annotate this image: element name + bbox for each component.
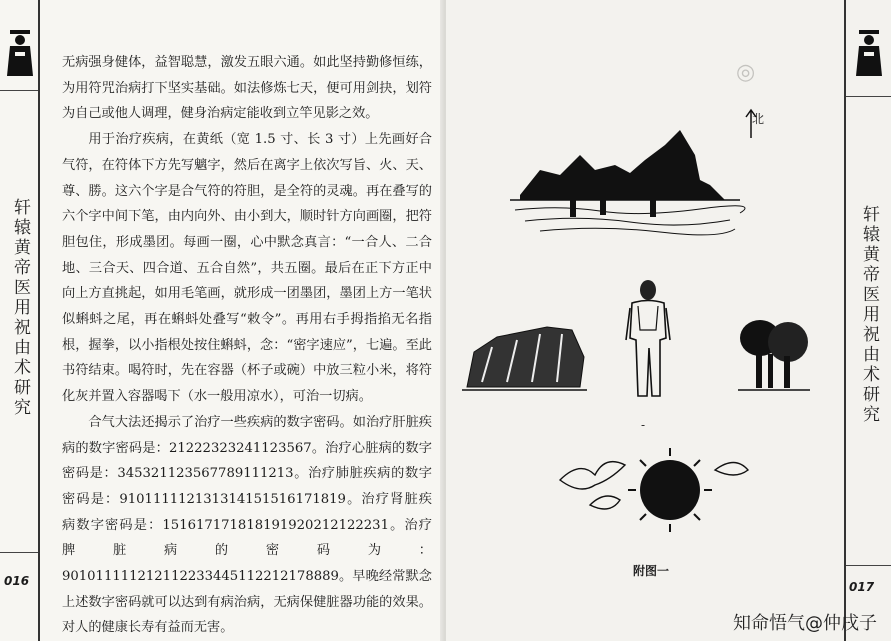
bleed-through-seal: ◎ — [736, 60, 756, 85]
left-body-text — [62, 50, 432, 641]
paragraph-3: 合气大法还揭示了治疗一些疾病的数字密码。如治疗肝脏疾病的数字密码是：21222323241123567。治疗心脏病的数字密码是：345321123567789111213。治疗肺脏疾病的数字密码是：910111112131314151516171819。治疗肾脏疾病数字密码是：151617171818191920212122231。治疗脾脏病的密码为：901011111212112233445112212178889。早晚经常默念上述数字密码就可以达到有病治病，无病保健脏器功能的效果。对人的健康长寿有益而无害。 — [62, 414, 432, 636]
emperor-figure-icon — [6, 28, 34, 78]
watermark-text: 知命悟气@仲戌子 — [733, 613, 877, 634]
figure-caption: 附图一 — [633, 564, 670, 578]
center-mark: - — [641, 418, 646, 432]
cliff-illustration — [462, 322, 590, 392]
emperor-figure-icon — [855, 28, 883, 78]
right-side-title: 轩辕黄帝医用祝由术研究 — [859, 205, 879, 425]
left-side-strip — [0, 0, 40, 641]
strip-divider-top — [0, 90, 38, 91]
left-side-title: 轩辕黄帝医用祝由术研究 — [10, 198, 30, 418]
sun-birds-illustration — [550, 440, 750, 552]
paragraph-2: 用于治疗疾病，在黄纸（宽 1.5 寸、长 3 寸）上先画好合气符，在符体下方先写魑字，然后在离字上依次写旨、火、天、尊、勝。这六个字是合气符的符胆，是全符的灵魂。再在叠写的六个字中间下笔，由内向外、由小到大，顺时针方向画圈，把符胆包住，形成墨团。每画一圈，心中默念真言：“一合人、二合地、三合天、四合道、五合自然”，共五圈。最后在正下方正中向上方直挑起，如用毛笔画，就形成一团墨团，墨团上方一笔状似蝌蚪之尾，再在蝌蚪处叠写“敕令”。再用右手拇指掐无名指根，握拳，以小指根处按住蝌蚪，念：“密字速应”，七遍。至此书符结束。喝符时，先在容器（杯子或碗）中放三粒小米，将符化灰并置入容器喝下（水一般用凉水），可治一切病。 — [62, 132, 432, 405]
mountain-water-illustration — [500, 125, 750, 245]
paragraph-1: 无病强身健体，益智聪慧，激发五眼六通。如此坚持勤修恒练，为用符咒治病打下坚实基础。如法修炼七天，便可用剑抉，划符为自己或他人调理，健身治病定能收到立竿见影之效。 — [62, 55, 432, 122]
standing-man-illustration — [622, 278, 674, 403]
left-page-number: 016 — [4, 574, 30, 588]
strip-divider-bottom — [0, 552, 38, 553]
trees-illustration — [738, 318, 810, 393]
north-label: 北 — [752, 112, 765, 126]
right-side-strip — [844, 0, 891, 641]
strip-divider-bottom — [846, 565, 891, 566]
strip-divider-top — [846, 96, 891, 97]
right-page-number: 017 — [849, 580, 875, 594]
